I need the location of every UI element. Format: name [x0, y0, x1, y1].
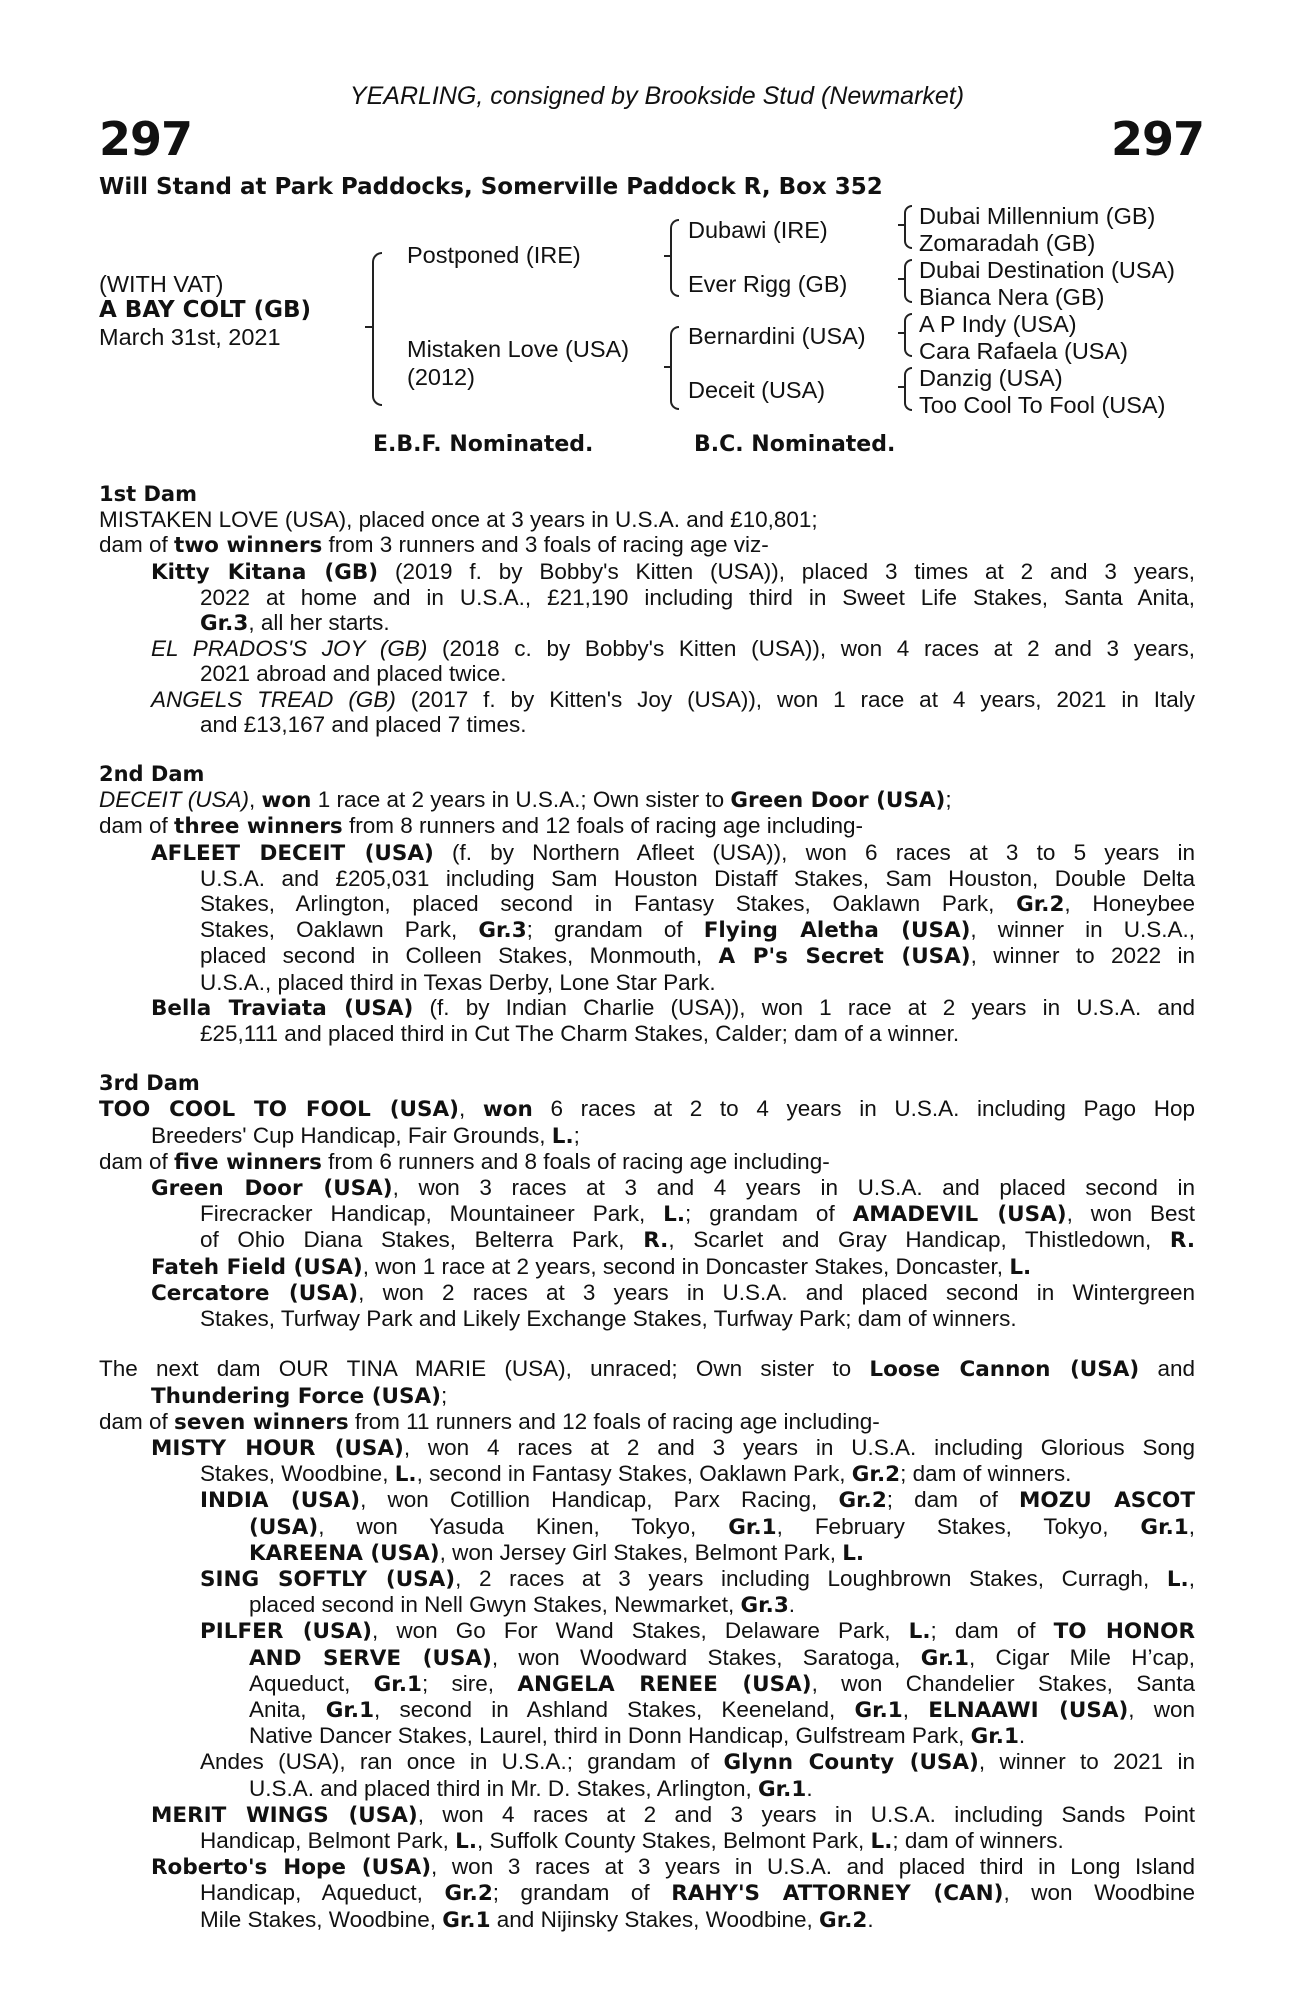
- text-run: and Nijinsky Stakes, Woodbine,: [490, 1906, 820, 1932]
- text-run: , winner to 2021 in: [978, 1749, 1195, 1775]
- record-line: [99, 1487, 1195, 1513]
- ggp-8: Too Cool To Fool (USA): [919, 392, 1166, 418]
- bold-text: L.: [870, 1828, 893, 1854]
- pedigree-brace-ggp-1-tip: [898, 224, 905, 226]
- pedigree-brace-ggp-4-tip: [898, 386, 905, 388]
- record-line: [99, 995, 1195, 1021]
- text-run: placed second in Nell Gwyn Stakes, Newmarket,: [249, 1592, 741, 1618]
- record-line: [99, 1828, 1195, 1854]
- pedigree-brace-ggp-2: [904, 259, 912, 303]
- bold-text: R.: [643, 1228, 669, 1254]
- text-run: , won 3 races at 3 years in U.S.A. and placed third in Long Island: [431, 1854, 1196, 1880]
- section-spacer: [99, 737, 1195, 762]
- text-run: , second in Fantasy Stakes, Oaklawn Park,: [416, 1461, 852, 1487]
- text-run: Stakes, Oaklawn Park,: [200, 917, 479, 943]
- ggp-7: Danzig (USA): [919, 365, 1063, 391]
- record-line: [99, 1566, 1195, 1592]
- text-run: Handicap, Belmont Park,: [200, 1827, 456, 1853]
- dam-name: Mistaken Love (USA): [407, 336, 630, 362]
- text-run: Aqueduct,: [249, 1670, 374, 1696]
- record-line: [99, 1592, 1195, 1618]
- text-run: 2021 abroad and placed twice.: [200, 661, 507, 687]
- section-spacer: [99, 1046, 1195, 1071]
- bold-text: Green Door (USA): [151, 1176, 393, 1202]
- bold-text: Cercatore (USA): [151, 1280, 359, 1306]
- record-line: [99, 787, 1195, 813]
- ggp-4: Bianca Nera (GB): [919, 284, 1105, 310]
- ggp-5: A P Indy (USA): [919, 311, 1077, 337]
- text-run: The next dam OUR TINA MARIE (USA), unraced; Own sister to: [99, 1356, 870, 1382]
- bold-text: Flying Aletha (USA): [703, 918, 971, 944]
- section-title: 3rd Dam: [99, 1071, 200, 1096]
- text-run: .: [1018, 1723, 1026, 1749]
- record-line: [99, 1409, 1195, 1435]
- text-run: ;: [440, 1382, 448, 1408]
- dam-foaled-year: (2012): [407, 364, 475, 390]
- bold-text: INDIA (USA): [200, 1488, 361, 1514]
- text-run: , Cigar Mile H’cap,: [969, 1644, 1195, 1670]
- pedigree-brace-ggp-2-tip: [898, 278, 905, 280]
- bold-text: Fateh Field (USA): [151, 1254, 363, 1280]
- text-run: ; grandam of: [685, 1201, 853, 1227]
- bold-text: Glynn County (USA): [723, 1750, 979, 1776]
- sire-name: Postponed (IRE): [407, 242, 581, 268]
- record-line: [99, 1723, 1195, 1749]
- pedigree-brace-ggp-4: [904, 367, 912, 411]
- bold-text: AND SERVE (USA): [249, 1645, 492, 1671]
- record-line: [99, 1671, 1195, 1697]
- bold-text: MOZU ASCOT: [1019, 1488, 1195, 1514]
- bold-text: ANGELA RENEE (USA): [517, 1671, 812, 1697]
- bc-nomination: B.C. Nominated.: [694, 432, 896, 457]
- record-line: [99, 1907, 1195, 1933]
- text-run: , won 4 races at 2 and 3 years in U.S.A. including Sands Point: [417, 1801, 1195, 1827]
- pedigree-brace-ggp-1: [904, 205, 912, 249]
- text-run: ; dam of: [886, 1487, 1020, 1513]
- text-run: , 2 races at 3 years including Loughbrown Stakes, Curragh,: [455, 1565, 1167, 1591]
- text-run: from 8 runners and 12 foals of racing age including-: [342, 813, 864, 839]
- text-run: , won 1 race at 2 years, second in Doncaster Stakes, Doncaster,: [362, 1253, 1010, 1279]
- bold-text: two winners: [174, 533, 323, 559]
- record-line: [99, 1776, 1195, 1802]
- record-line: [99, 1096, 1195, 1122]
- foaling-date: March 31st, 2021: [99, 324, 281, 350]
- text-run: , February Stakes, Tokyo,: [776, 1513, 1141, 1539]
- record-line: [99, 917, 1195, 943]
- text-run: , second in Ashland Stakes, Keeneland,: [374, 1696, 855, 1722]
- bold-text: Gr.3: [200, 611, 249, 637]
- record-line: [99, 585, 1195, 610]
- record-line: [99, 1618, 1195, 1644]
- pedigree-brace-ggp-3-tip: [898, 332, 905, 334]
- record-line: [99, 891, 1195, 917]
- record-line: [99, 1201, 1195, 1227]
- text-run: , winner to 2022 in: [970, 943, 1195, 969]
- bold-text: Gr.3: [478, 918, 527, 944]
- record-line: [99, 712, 1195, 737]
- record-line: [99, 1880, 1195, 1906]
- text-run: .: [867, 1906, 874, 1932]
- text-run: Anita,: [249, 1696, 326, 1722]
- text-run: dam of: [99, 532, 175, 558]
- bold-text: Roberto's Hope (USA): [151, 1855, 432, 1881]
- ggp-6: Cara Rafaela (USA): [919, 338, 1128, 364]
- bold-text: L.: [842, 1540, 865, 1566]
- ebf-nomination: E.B.F. Nominated.: [373, 432, 594, 457]
- text-run: Stakes, Turfway Park and Likely Exchange Stakes, Turfway Park; dam of winners.: [200, 1306, 1017, 1332]
- vat-note: (WITH VAT): [99, 271, 224, 297]
- bold-text: Gr.3: [740, 1593, 789, 1619]
- text-run: (2018 c. by Bobby's Kitten (USA)), won 4 races at 2 and 3 years,: [427, 636, 1195, 662]
- bold-text: Gr.1: [970, 1724, 1019, 1750]
- record-line: [99, 840, 1195, 866]
- text-run: ;: [573, 1122, 580, 1148]
- record-line: [99, 1383, 1195, 1409]
- bold-text: L.: [455, 1828, 477, 1854]
- record-line: [99, 610, 1195, 636]
- text-run: and: [1139, 1356, 1195, 1382]
- bold-text: PILFER (USA): [200, 1619, 372, 1645]
- text-run: (2017 f. by Kitten's Joy (USA)), won 1 race at 4 years, 2021 in Italy: [395, 686, 1196, 712]
- text-run: Stakes, Woodbine,: [200, 1461, 395, 1487]
- text-run: dam of: [99, 813, 175, 839]
- bold-text: won: [482, 1097, 533, 1123]
- bold-text: Gr.2: [838, 1488, 887, 1514]
- text-run: from 11 runners and 12 foals of racing age including-: [348, 1408, 880, 1434]
- section-title: 1st Dam: [99, 482, 197, 506]
- sire-sire-name: Dubawi (IRE): [688, 217, 828, 243]
- text-run: ; dam of winners.: [900, 1461, 1072, 1487]
- text-run: U.S.A. and placed third in Mr. D. Stakes, Arlington,: [249, 1775, 758, 1801]
- sire-dam-name: Ever Rigg (GB): [688, 271, 848, 297]
- text-run: ,: [902, 1696, 929, 1722]
- text-run: from 3 runners and 3 foals of racing age viz-: [322, 532, 769, 558]
- record-line: [99, 636, 1195, 661]
- bold-text: L.: [908, 1619, 931, 1645]
- bold-text: Gr.1: [920, 1645, 969, 1671]
- text-run: U.S.A. and £205,031 including Sam Houston Distaff Stakes, Sam Houston, Double Delta: [200, 865, 1195, 891]
- text-run: of Ohio Diana Stakes, Belterra Park,: [200, 1227, 644, 1253]
- horse-name: A BAY COLT (GB): [99, 297, 312, 323]
- text-run: , won 3 races at 3 and 4 years in U.S.A. and placed second in: [392, 1175, 1195, 1201]
- bold-text: Green Door (USA): [730, 788, 946, 814]
- text-run: and £13,167 and placed 7 times.: [200, 711, 527, 737]
- text-run: , winner in U.S.A.,: [970, 917, 1195, 943]
- text-run: Stakes, Arlington, placed second in Fantasy Stakes, Oaklawn Park,: [200, 891, 1017, 917]
- lot-number-right: 297: [1110, 112, 1204, 166]
- produce-record: [99, 482, 1195, 1933]
- text-run: , won Chandelier Stakes, Santa: [811, 1670, 1196, 1696]
- text-run: ; dam of: [930, 1618, 1054, 1644]
- text-run: (2019 f. by Bobby's Kitten (USA)), placed 3 times at 2 and 3 years,: [378, 558, 1195, 584]
- record-line: [99, 1435, 1195, 1461]
- text-run: placed second in Colleen Stakes, Monmouth,: [200, 943, 719, 969]
- pedigree-brace-main-tip: [365, 326, 372, 328]
- record-line: [99, 1280, 1195, 1306]
- ggp-2: Zomaradah (GB): [919, 230, 1096, 256]
- bold-text: Gr.1: [1140, 1514, 1189, 1540]
- bold-text: Gr.1: [325, 1697, 375, 1723]
- text-run: from 6 runners and 8 foals of racing age including-: [321, 1148, 830, 1174]
- bold-text: won: [261, 788, 312, 814]
- pedigree-brace-sire: [670, 219, 679, 297]
- record-line: [99, 559, 1195, 585]
- bold-text: Gr.1: [758, 1776, 807, 1802]
- text-run: , won 2 races at 3 years in U.S.A. and placed second in Wintergreen: [358, 1279, 1195, 1305]
- record-line: [99, 1645, 1195, 1671]
- record-line: [99, 1175, 1195, 1201]
- bold-text: Gr.1: [373, 1671, 422, 1697]
- bold-text: L.: [1166, 1566, 1189, 1592]
- record-line: [99, 507, 1195, 532]
- bold-text: MERIT WINGS (USA): [151, 1802, 418, 1828]
- text-run: Firecracker Handicap, Mountaineer Park,: [200, 1201, 664, 1227]
- dam-sire-name: Bernardini (USA): [688, 323, 866, 349]
- text-run: Andes (USA), ran once in U.S.A.; grandam of: [200, 1749, 724, 1775]
- text-run: ,: [1188, 1513, 1195, 1539]
- bold-text: Bella Traviata (USA): [151, 995, 414, 1021]
- record-line: [99, 1149, 1195, 1175]
- text-run: ;: [945, 787, 952, 813]
- italic-text: ANGELS TREAD (GB): [151, 686, 396, 712]
- text-run: dam of: [99, 1408, 175, 1434]
- record-line: [99, 1749, 1195, 1775]
- text-run: 6 races at 2 to 4 years in U.S.A. including Pago Hop: [532, 1096, 1196, 1122]
- record-line: [99, 1461, 1195, 1487]
- text-run: £25,111 and placed third in Cut The Charm Stakes, Calder; dam of a winner.: [200, 1021, 960, 1047]
- text-run: , all her starts.: [248, 610, 390, 636]
- text-run: , Suffolk County Stakes, Belmont Park,: [477, 1827, 871, 1853]
- text-run: .: [806, 1775, 813, 1801]
- pedigree-brace-dam-tip: [664, 366, 671, 368]
- record-line: [99, 661, 1195, 686]
- bold-text: Gr.1: [854, 1697, 903, 1723]
- record-line: [99, 1227, 1195, 1253]
- bold-text: three winners: [174, 814, 343, 840]
- bold-text: AMADEVIL (USA): [852, 1202, 1067, 1228]
- text-run: Mile Stakes, Woodbine,: [200, 1906, 443, 1932]
- consignment-line: YEARLING, consigned by Brookside Stud (Newmarket): [349, 82, 965, 110]
- section-title: 2nd Dam: [99, 762, 205, 787]
- text-run: (f. by Indian Charlie (USA)), won 1 race at 2 years in U.S.A. and: [413, 994, 1196, 1020]
- record-line: [99, 1254, 1195, 1280]
- record-line: [99, 970, 1195, 995]
- bold-text: L.: [394, 1462, 417, 1488]
- bold-text: KAREENA (USA): [249, 1540, 440, 1566]
- bold-text: Thundering Force (USA): [151, 1383, 441, 1409]
- record-line: [99, 1854, 1195, 1880]
- record-line: [99, 1356, 1195, 1382]
- text-run: U.S.A., placed third in Texas Derby, Lone Star Park.: [200, 969, 716, 995]
- record-line: [99, 532, 1195, 558]
- italic-text: DECEIT (USA): [99, 787, 250, 813]
- pedigree-brace-sire-tip: [664, 255, 671, 257]
- text-run: ,: [458, 1096, 483, 1122]
- text-run: ; sire,: [421, 1670, 518, 1696]
- text-run: Handicap, Aqueduct,: [200, 1880, 445, 1906]
- text-run: , won 4 races at 2 and 3 years in U.S.A. including Glorious Song: [403, 1434, 1195, 1460]
- text-run: Breeders' Cup Handicap, Fair Grounds,: [151, 1122, 552, 1148]
- record-line: [99, 1306, 1195, 1331]
- bold-text: R.: [1169, 1228, 1195, 1254]
- text-run: , won Go For Wand Stakes, Delaware Park,: [371, 1618, 909, 1644]
- pedigree-brace-ggp-3: [904, 313, 912, 357]
- bold-text: AFLEET DECEIT (USA): [151, 840, 434, 866]
- bold-text: Gr.1: [728, 1514, 777, 1540]
- text-run: ; grandam of: [492, 1880, 672, 1906]
- pedigree-brace-dam: [670, 326, 679, 410]
- bold-text: seven winners: [174, 1409, 349, 1435]
- text-run: , won Cotillion Handicap, Parx Racing,: [360, 1487, 839, 1513]
- record-line: [99, 1514, 1195, 1540]
- text-run: , won Woodbine: [1003, 1880, 1195, 1906]
- text-run: ; grandam of: [526, 917, 704, 943]
- record-line: [99, 1802, 1195, 1828]
- record-line: [99, 813, 1195, 839]
- record-line: [99, 687, 1195, 712]
- record-line: [99, 1697, 1195, 1723]
- bold-text: MISTY HOUR (USA): [151, 1435, 404, 1461]
- text-run: , won Jersey Girl Stakes, Belmont Park,: [439, 1539, 843, 1565]
- record-line: [99, 1021, 1195, 1046]
- bold-text: L.: [1009, 1254, 1032, 1280]
- bold-text: Gr.2: [444, 1881, 493, 1907]
- text-run: .: [788, 1592, 796, 1618]
- bold-text: A P's Secret (USA): [718, 944, 971, 970]
- ggp-1: Dubai Millennium (GB): [919, 203, 1156, 229]
- record-line: [99, 1540, 1195, 1566]
- text-run: , Scarlet and Gray Handicap, Thistledown,: [668, 1227, 1170, 1253]
- bold-text: Gr.2: [1016, 892, 1065, 918]
- bold-text: Loose Cannon (USA): [869, 1357, 1140, 1383]
- text-run: Native Dancer Stakes, Laurel, third in Donn Handicap, Gulfstream Park,: [249, 1723, 971, 1749]
- record-line: [99, 943, 1195, 969]
- bold-text: Kitty Kitana (GB): [151, 559, 379, 585]
- dam-dam-name: Deceit (USA): [688, 377, 826, 403]
- bold-text: (USA): [249, 1514, 319, 1540]
- stabling-location: Will Stand at Park Paddocks, Somerville Paddock R, Box 352: [99, 174, 883, 200]
- lot-number-left: 297: [99, 112, 193, 166]
- text-run: MISTAKEN LOVE (USA), placed once at 3 years in U.S.A. and £10,801;: [99, 507, 818, 533]
- text-run: ,: [249, 787, 262, 813]
- bold-text: ELNAAWI (USA): [928, 1697, 1129, 1723]
- text-run: , won Best: [1066, 1201, 1195, 1227]
- bold-text: TOO COOL TO FOOL (USA): [99, 1097, 459, 1123]
- text-run: dam of: [99, 1148, 175, 1174]
- bold-text: TO HONOR: [1053, 1619, 1196, 1645]
- text-run: , won Yasuda Kinen, Tokyo,: [318, 1513, 729, 1539]
- record-line: [99, 866, 1195, 891]
- bold-text: Gr.1: [442, 1907, 491, 1933]
- bold-text: SING SOFTLY (USA): [200, 1566, 456, 1592]
- bold-text: L.: [663, 1202, 686, 1228]
- text-run: 1 race at 2 years in U.S.A.; Own sister to: [311, 787, 731, 813]
- text-run: , won Woodward Stakes, Saratoga,: [491, 1644, 921, 1670]
- italic-text: EL PRADOS'S JOY (GB): [151, 636, 428, 662]
- text-run: , Honeybee: [1064, 891, 1195, 917]
- text-run: , won: [1128, 1696, 1196, 1722]
- ggp-3: Dubai Destination (USA): [919, 257, 1175, 283]
- pedigree-brace-main: [372, 252, 382, 406]
- bold-text: L.: [551, 1123, 574, 1149]
- text-run: ,: [1188, 1565, 1195, 1591]
- text-run: (f. by Northern Afleet (USA)), won 6 races at 3 to 5 years in: [433, 839, 1196, 865]
- section-spacer: [99, 1331, 1195, 1356]
- bold-text: five winners: [174, 1149, 322, 1175]
- text-run: 2022 at home and in U.S.A., £21,190 including third in Sweet Life Stakes, Santa Anita,: [200, 584, 1195, 610]
- record-line: [99, 1123, 1195, 1149]
- bold-text: RAHY'S ATTORNEY (CAN): [671, 1881, 1004, 1907]
- bold-text: Gr.2: [819, 1907, 868, 1933]
- text-run: ; dam of winners.: [892, 1827, 1064, 1853]
- bold-text: Gr.2: [851, 1462, 901, 1488]
